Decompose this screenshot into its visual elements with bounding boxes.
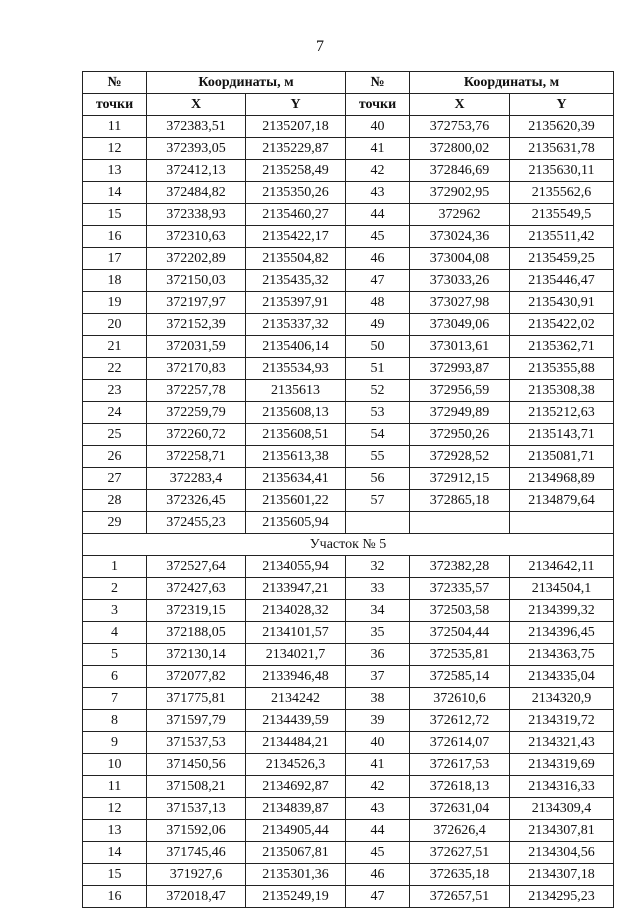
x-coordinate-cell: 372614,07 — [410, 732, 510, 754]
x-coordinate-cell: 371537,13 — [147, 798, 246, 820]
y-coordinate-cell: 2135634,41 — [246, 468, 346, 490]
point-number-cell: 37 — [346, 666, 410, 688]
point-number-cell: 13 — [83, 820, 147, 842]
x-coordinate-cell: 372382,28 — [410, 556, 510, 578]
x-coordinate-cell: 372152,39 — [147, 314, 246, 336]
x-coordinate-cell — [410, 512, 510, 534]
point-number-cell: 12 — [83, 138, 147, 160]
point-number-cell: 50 — [346, 336, 410, 358]
point-number-header: № — [346, 72, 410, 94]
table-row — [83, 358, 614, 380]
y-coordinate-cell: 2135308,38 — [510, 380, 614, 402]
table-row — [83, 490, 614, 512]
x-coordinate-cell: 373004,08 — [410, 248, 510, 270]
x-coordinate-cell: 372310,63 — [147, 226, 246, 248]
y-coordinate-cell: 2135258,49 — [246, 160, 346, 182]
x-coordinate-cell: 372259,79 — [147, 402, 246, 424]
x-header: X — [410, 94, 510, 116]
x-coordinate-cell: 372902,95 — [410, 182, 510, 204]
point-number-cell: 43 — [346, 798, 410, 820]
table-row — [83, 160, 614, 182]
x-coordinate-cell: 372258,71 — [147, 446, 246, 468]
y-coordinate-cell: 2135143,71 — [510, 424, 614, 446]
x-coordinate-cell: 372800,02 — [410, 138, 510, 160]
x-coordinate-cell: 372283,4 — [147, 468, 246, 490]
y-coordinate-cell: 2135067,81 — [246, 842, 346, 864]
x-coordinate-cell: 372338,93 — [147, 204, 246, 226]
point-number-cell: 44 — [346, 820, 410, 842]
x-coordinate-cell: 372612,72 — [410, 710, 510, 732]
x-coordinate-cell: 372993,87 — [410, 358, 510, 380]
x-coordinate-cell: 372018,47 — [147, 886, 246, 908]
y-coordinate-cell: 2135534,93 — [246, 358, 346, 380]
point-number-cell: 15 — [83, 204, 147, 226]
point-number-cell: 48 — [346, 292, 410, 314]
y-coordinate-cell: 2134439,59 — [246, 710, 346, 732]
x-coordinate-cell: 372031,59 — [147, 336, 246, 358]
y-coordinate-cell: 2134321,43 — [510, 732, 614, 754]
point-number-cell: 35 — [346, 622, 410, 644]
point-number-cell: 45 — [346, 842, 410, 864]
x-coordinate-cell: 372335,57 — [410, 578, 510, 600]
x-coordinate-cell: 372865,18 — [410, 490, 510, 512]
table-row — [83, 336, 614, 358]
y-coordinate-cell: 2134396,45 — [510, 622, 614, 644]
x-coordinate-cell: 372427,63 — [147, 578, 246, 600]
point-number-cell: 26 — [83, 446, 147, 468]
x-coordinate-cell: 372503,58 — [410, 600, 510, 622]
point-number-cell: 34 — [346, 600, 410, 622]
point-number-cell: 51 — [346, 358, 410, 380]
y-coordinate-cell: 2135562,6 — [510, 182, 614, 204]
point-number-cell: 47 — [346, 270, 410, 292]
y-coordinate-cell: 2134320,9 — [510, 688, 614, 710]
table-row — [83, 314, 614, 336]
coordinates-header: Координаты, м — [147, 72, 346, 94]
y-coordinate-cell: 2135337,32 — [246, 314, 346, 336]
x-coordinate-cell: 372197,97 — [147, 292, 246, 314]
table-row — [83, 732, 614, 754]
y-coordinate-cell: 2135355,88 — [510, 358, 614, 380]
y-coordinate-cell: 2135511,42 — [510, 226, 614, 248]
y-coordinate-cell: 2134304,56 — [510, 842, 614, 864]
x-coordinate-cell: 372962 — [410, 204, 510, 226]
table-row — [83, 864, 614, 886]
y-coordinate-cell: 2134055,94 — [246, 556, 346, 578]
y-coordinate-cell: 2135350,26 — [246, 182, 346, 204]
table-row — [83, 622, 614, 644]
x-coordinate-cell: 372393,05 — [147, 138, 246, 160]
section-title-row — [83, 534, 614, 556]
block2-rows — [83, 556, 614, 908]
table-row — [83, 226, 614, 248]
point-number-cell: 10 — [83, 754, 147, 776]
x-coordinate-cell: 372657,51 — [410, 886, 510, 908]
point-number-cell: 21 — [83, 336, 147, 358]
point-number-cell: 45 — [346, 226, 410, 248]
y-coordinate-cell: 2135430,91 — [510, 292, 614, 314]
table-row — [83, 380, 614, 402]
table-row — [83, 798, 614, 820]
point-number-cell: 20 — [83, 314, 147, 336]
y-coordinate-cell: 2135459,25 — [510, 248, 614, 270]
y-coordinate-cell: 2134335,04 — [510, 666, 614, 688]
x-coordinate-cell: 372150,03 — [147, 270, 246, 292]
y-coordinate-cell: 2134307,81 — [510, 820, 614, 842]
point-number-cell: 47 — [346, 886, 410, 908]
y-coordinate-cell: 2135608,51 — [246, 424, 346, 446]
point-number-cell: 7 — [83, 688, 147, 710]
point-number-cell — [346, 512, 410, 534]
point-number-cell: 16 — [83, 886, 147, 908]
y-coordinate-cell: 2134295,23 — [510, 886, 614, 908]
point-number-cell: 27 — [83, 468, 147, 490]
point-number-cell: 41 — [346, 138, 410, 160]
table-row — [83, 600, 614, 622]
point-number-cell: 14 — [83, 182, 147, 204]
y-coordinate-cell — [510, 512, 614, 534]
point-number-cell: 1 — [83, 556, 147, 578]
point-number-cell: 29 — [83, 512, 147, 534]
table-row — [83, 248, 614, 270]
y-coordinate-cell: 2134319,69 — [510, 754, 614, 776]
point-number-cell: 39 — [346, 710, 410, 732]
x-coordinate-cell: 372527,64 — [147, 556, 246, 578]
x-coordinate-cell: 372753,76 — [410, 116, 510, 138]
page-number: 7 — [316, 38, 324, 55]
y-coordinate-cell: 2135460,27 — [246, 204, 346, 226]
table-row — [83, 776, 614, 798]
point-number-cell: 25 — [83, 424, 147, 446]
x-coordinate-cell: 372949,89 — [410, 402, 510, 424]
x-coordinate-cell: 372627,51 — [410, 842, 510, 864]
x-coordinate-cell: 371745,46 — [147, 842, 246, 864]
y-coordinate-cell: 2135301,36 — [246, 864, 346, 886]
point-number-cell: 57 — [346, 490, 410, 512]
x-coordinate-cell: 372585,14 — [410, 666, 510, 688]
y-coordinate-cell: 2135249,19 — [246, 886, 346, 908]
y-coordinate-cell: 2134692,87 — [246, 776, 346, 798]
table-row — [83, 116, 614, 138]
point-number-cell: 40 — [346, 116, 410, 138]
y-coordinate-cell: 2134484,21 — [246, 732, 346, 754]
table-row — [83, 204, 614, 226]
y-coordinate-cell: 2135608,13 — [246, 402, 346, 424]
table-header-row — [83, 72, 614, 94]
y-coordinate-cell: 2134101,57 — [246, 622, 346, 644]
table-row — [83, 754, 614, 776]
table-row — [83, 710, 614, 732]
y-coordinate-cell: 2134968,89 — [510, 468, 614, 490]
table-row — [83, 402, 614, 424]
table-row — [83, 512, 614, 534]
point-number-cell: 49 — [346, 314, 410, 336]
y-coordinate-cell: 2134839,87 — [246, 798, 346, 820]
x-coordinate-cell: 372610,6 — [410, 688, 510, 710]
y-coordinate-cell: 2135446,47 — [510, 270, 614, 292]
x-coordinate-cell: 372617,53 — [410, 754, 510, 776]
x-coordinate-cell: 372950,26 — [410, 424, 510, 446]
table-row — [83, 424, 614, 446]
y-coordinate-cell: 2135630,11 — [510, 160, 614, 182]
table-row — [83, 886, 614, 908]
x-coordinate-cell: 372928,52 — [410, 446, 510, 468]
y-coordinate-cell: 2135397,91 — [246, 292, 346, 314]
y-coordinate-cell: 2135081,71 — [510, 446, 614, 468]
x-coordinate-cell: 373024,36 — [410, 226, 510, 248]
y-coordinate-cell: 2133947,21 — [246, 578, 346, 600]
point-number-cell: 14 — [83, 842, 147, 864]
point-number-cell: 16 — [83, 226, 147, 248]
x-coordinate-cell: 371450,56 — [147, 754, 246, 776]
point-number-cell: 28 — [83, 490, 147, 512]
x-coordinate-cell: 372912,15 — [410, 468, 510, 490]
point-number-cell: 56 — [346, 468, 410, 490]
y-coordinate-cell: 2134307,18 — [510, 864, 614, 886]
x-coordinate-cell: 372618,13 — [410, 776, 510, 798]
y-coordinate-cell: 2134309,4 — [510, 798, 614, 820]
point-number-cell: 15 — [83, 864, 147, 886]
y-coordinate-cell: 2133946,48 — [246, 666, 346, 688]
x-coordinate-cell: 372326,45 — [147, 490, 246, 512]
x-coordinate-cell: 372956,59 — [410, 380, 510, 402]
y-coordinate-cell: 2134504,1 — [510, 578, 614, 600]
point-number-cell: 18 — [83, 270, 147, 292]
point-number-cell: 42 — [346, 776, 410, 798]
y-coordinate-cell: 2135435,32 — [246, 270, 346, 292]
x-coordinate-cell: 372130,14 — [147, 644, 246, 666]
y-coordinate-cell: 2134399,32 — [510, 600, 614, 622]
y-coordinate-cell: 2134879,64 — [510, 490, 614, 512]
x-coordinate-cell: 371537,53 — [147, 732, 246, 754]
y-coordinate-cell: 2135207,18 — [246, 116, 346, 138]
y-coordinate-cell: 2134319,72 — [510, 710, 614, 732]
y-coordinate-cell: 2135613 — [246, 380, 346, 402]
point-number-cell: 24 — [83, 402, 147, 424]
point-number-cell: 6 — [83, 666, 147, 688]
point-number-cell: 44 — [346, 204, 410, 226]
x-coordinate-cell: 373027,98 — [410, 292, 510, 314]
table-subheader-row — [83, 94, 614, 116]
table-row — [83, 182, 614, 204]
point-number-cell: 41 — [346, 754, 410, 776]
point-number-cell: 52 — [346, 380, 410, 402]
point-number-cell: 55 — [346, 446, 410, 468]
point-number-cell: 5 — [83, 644, 147, 666]
x-coordinate-cell: 372504,44 — [410, 622, 510, 644]
y-coordinate-cell: 2135631,78 — [510, 138, 614, 160]
y-header: Y — [510, 94, 614, 116]
x-coordinate-cell: 372257,78 — [147, 380, 246, 402]
y-coordinate-cell: 2134021,7 — [246, 644, 346, 666]
point-number-cell: 8 — [83, 710, 147, 732]
y-coordinate-cell: 2135601,22 — [246, 490, 346, 512]
y-coordinate-cell: 2135613,38 — [246, 446, 346, 468]
y-coordinate-cell: 2134905,44 — [246, 820, 346, 842]
x-coordinate-cell: 372188,05 — [147, 622, 246, 644]
point-number-cell: 17 — [83, 248, 147, 270]
point-number-cell: 53 — [346, 402, 410, 424]
table-row — [83, 578, 614, 600]
coordinates-table — [82, 71, 614, 908]
y-coordinate-cell: 2135620,39 — [510, 116, 614, 138]
table-row — [83, 842, 614, 864]
y-coordinate-cell: 2135504,82 — [246, 248, 346, 270]
point-number-cell: 22 — [83, 358, 147, 380]
x-coordinate-cell: 372626,4 — [410, 820, 510, 842]
y-coordinate-cell: 2134363,75 — [510, 644, 614, 666]
x-coordinate-cell: 372412,13 — [147, 160, 246, 182]
x-coordinate-cell: 372319,15 — [147, 600, 246, 622]
table-row — [83, 292, 614, 314]
y-coordinate-cell: 2135406,14 — [246, 336, 346, 358]
point-number-header: № — [83, 72, 147, 94]
section-title: Участок № 5 — [83, 534, 614, 556]
x-coordinate-cell: 372484,82 — [147, 182, 246, 204]
point-number-cell: 3 — [83, 600, 147, 622]
table-row — [83, 666, 614, 688]
point-number-cell: 19 — [83, 292, 147, 314]
x-coordinate-cell: 373013,61 — [410, 336, 510, 358]
point-number-cell: 40 — [346, 732, 410, 754]
point-number-cell: 12 — [83, 798, 147, 820]
x-coordinate-cell: 372535,81 — [410, 644, 510, 666]
x-coordinate-cell: 371775,81 — [147, 688, 246, 710]
point-number-cell: 11 — [83, 776, 147, 798]
x-header: X — [147, 94, 246, 116]
x-coordinate-cell: 373033,26 — [410, 270, 510, 292]
x-coordinate-cell: 372170,83 — [147, 358, 246, 380]
point-number-cell: 42 — [346, 160, 410, 182]
x-coordinate-cell: 371597,79 — [147, 710, 246, 732]
x-coordinate-cell: 372455,23 — [147, 512, 246, 534]
x-coordinate-cell: 371508,21 — [147, 776, 246, 798]
x-coordinate-cell: 371927,6 — [147, 864, 246, 886]
y-coordinate-cell: 2134526,3 — [246, 754, 346, 776]
point-label-header: точки — [83, 94, 147, 116]
point-number-cell: 43 — [346, 182, 410, 204]
table-row — [83, 468, 614, 490]
y-coordinate-cell: 2135605,94 — [246, 512, 346, 534]
y-coordinate-cell: 2134028,32 — [246, 600, 346, 622]
y-coordinate-cell: 2134642,11 — [510, 556, 614, 578]
y-coordinate-cell: 2135212,63 — [510, 402, 614, 424]
point-number-cell: 38 — [346, 688, 410, 710]
table-row — [83, 138, 614, 160]
y-coordinate-cell: 2135229,87 — [246, 138, 346, 160]
x-coordinate-cell: 372846,69 — [410, 160, 510, 182]
x-coordinate-cell: 372202,89 — [147, 248, 246, 270]
y-coordinate-cell: 2135549,5 — [510, 204, 614, 226]
point-number-cell: 9 — [83, 732, 147, 754]
point-number-cell: 33 — [346, 578, 410, 600]
point-number-cell: 13 — [83, 160, 147, 182]
point-number-cell: 23 — [83, 380, 147, 402]
point-number-cell: 2 — [83, 578, 147, 600]
table-row — [83, 820, 614, 842]
x-coordinate-cell: 372631,04 — [410, 798, 510, 820]
point-number-cell: 54 — [346, 424, 410, 446]
point-number-cell: 11 — [83, 116, 147, 138]
x-coordinate-cell: 372635,18 — [410, 864, 510, 886]
x-coordinate-cell: 372260,72 — [147, 424, 246, 446]
y-coordinate-cell: 2135422,17 — [246, 226, 346, 248]
point-number-cell: 46 — [346, 248, 410, 270]
y-header: Y — [246, 94, 346, 116]
table-row — [83, 270, 614, 292]
block1-rows — [83, 116, 614, 534]
point-number-cell: 36 — [346, 644, 410, 666]
point-number-cell: 32 — [346, 556, 410, 578]
x-coordinate-cell: 371592,06 — [147, 820, 246, 842]
table-row — [83, 644, 614, 666]
y-coordinate-cell: 2135422,02 — [510, 314, 614, 336]
table-row — [83, 688, 614, 710]
x-coordinate-cell: 372383,51 — [147, 116, 246, 138]
y-coordinate-cell: 2135362,71 — [510, 336, 614, 358]
y-coordinate-cell: 2134316,33 — [510, 776, 614, 798]
point-number-cell: 4 — [83, 622, 147, 644]
x-coordinate-cell: 372077,82 — [147, 666, 246, 688]
coordinates-header: Координаты, м — [410, 72, 614, 94]
table-row — [83, 446, 614, 468]
point-label-header: точки — [346, 94, 410, 116]
point-number-cell: 46 — [346, 864, 410, 886]
table-row — [83, 556, 614, 578]
x-coordinate-cell: 373049,06 — [410, 314, 510, 336]
y-coordinate-cell: 2134242 — [246, 688, 346, 710]
